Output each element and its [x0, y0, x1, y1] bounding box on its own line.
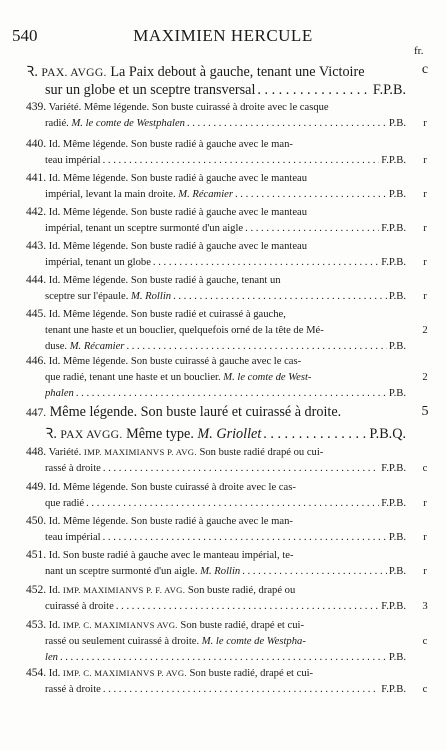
entry-line — [26, 101, 406, 113]
entry-line — [45, 155, 406, 166]
collection-name: M. Griollet — [197, 425, 262, 442]
entry-text — [45, 341, 124, 352]
entry-text — [45, 189, 233, 200]
entry-number: 453. — [26, 619, 47, 631]
entry-text-part: Son buste radié drapé ou cui- — [196, 447, 324, 458]
entry-number: 449. — [26, 481, 47, 493]
entry-text — [26, 206, 307, 218]
entry-line — [26, 515, 406, 527]
entry-text — [45, 463, 101, 474]
entry-text-part: sceptre sur l'épaule. — [45, 290, 132, 302]
entry-text — [45, 601, 114, 612]
source-abbreviation: F.P.B. — [381, 462, 406, 474]
coin-legend: IMP. C. MAXIMIANVS AVG. — [62, 620, 178, 630]
entry-text — [26, 619, 304, 631]
entry-text-part: Id. Même légende. Son buste radié et cuirassé à gauche, — [46, 309, 286, 320]
entry-line — [26, 355, 406, 367]
entry-text-part: rassé ou seulement cuirassé à droite. — [45, 635, 202, 647]
rarity-value: 5 — [421, 404, 429, 419]
entry-text — [26, 240, 307, 252]
entry-text-part: Variété. — [46, 447, 84, 458]
source-abbreviation: P.B. — [388, 388, 406, 399]
dot-leader — [103, 463, 379, 474]
entry-number: 445. — [26, 308, 47, 320]
entry-text — [45, 532, 101, 543]
entry-line — [26, 619, 406, 631]
entry-line — [26, 584, 406, 596]
entry-text — [26, 62, 365, 81]
entry-text-part: Même type. — [122, 425, 198, 442]
entry-line — [45, 372, 406, 383]
source-abbreviation: F.P.B. — [381, 600, 406, 612]
entry-text-part: Id. Même légende. Son buste cuirassé à droite avec le cas- — [46, 482, 296, 493]
entry-line — [26, 172, 406, 184]
entry-text — [45, 118, 185, 129]
entry-text-part: sur un globe et un sceptre transversal — [45, 81, 256, 98]
source-abbreviation: P.B. — [388, 117, 406, 129]
entry-text-part: Id. Même légende. Son buste radié à gauche avec le manteau — [46, 207, 308, 218]
source-abbreviation: P.B. — [388, 188, 406, 200]
entry-text-part: Id. — [46, 668, 63, 679]
page-number: 540 — [12, 26, 38, 45]
entry-text — [26, 138, 293, 150]
entry-text-part: que radié, tenant une haste et un bouclier. — [45, 371, 224, 383]
entry-line — [26, 62, 406, 81]
entry-text — [45, 652, 58, 663]
entry-text — [26, 549, 294, 561]
entry-text — [45, 257, 151, 268]
source-abbreviation: P.B. — [388, 652, 406, 663]
entry-line — [26, 549, 406, 561]
entry-text-part: La Paix debout à gauche, tenant une Victoire — [106, 64, 365, 80]
source-abbreviation: F.P.B. — [381, 683, 406, 695]
dot-leader — [126, 341, 386, 352]
rarity-value: 2 — [422, 324, 428, 336]
rarity-value: r — [423, 117, 427, 129]
entry-line — [45, 566, 406, 577]
entry-text — [26, 584, 295, 596]
entry-text-part: impérial, tenant un sceptre surmonté d'un aigle — [45, 222, 244, 234]
coin-legend: PAX. AVGG. — [41, 66, 107, 79]
entry-line — [26, 308, 406, 320]
entry-text-part: radié. — [45, 117, 72, 129]
entry-number: 444. — [26, 274, 47, 286]
entry-line — [26, 274, 406, 286]
entry-number: 442. — [26, 206, 47, 218]
entry-line — [45, 532, 406, 543]
rarity-value: r — [423, 497, 427, 509]
entry-number: 450. — [26, 515, 47, 527]
entry-text — [26, 481, 296, 493]
entry-line — [45, 388, 406, 399]
coin-legend: PAX AVGG. — [60, 427, 123, 441]
rarity-value: c — [422, 635, 428, 647]
rarity-value: r — [423, 256, 427, 268]
rarity-value: 2 — [422, 371, 428, 383]
collection-name: phalen — [45, 388, 74, 399]
dot-leader — [245, 223, 379, 234]
dot-leader — [116, 601, 379, 612]
entry-text-part: rassé à droite — [45, 683, 101, 695]
entry-number: 441. — [26, 172, 47, 184]
coin-legend: IMP. MAXIMIANVS P. AVG. — [83, 447, 197, 457]
collection-name: M. Rollin — [200, 565, 241, 577]
source-abbreviation: P.B. — [388, 531, 406, 543]
entry-line — [26, 206, 406, 218]
entry-line — [45, 424, 406, 443]
entry-text — [26, 515, 293, 527]
entry-number: 439. — [26, 101, 47, 113]
entry-text-part: Id. Même légende. Son buste radié à gauche, tenant un — [46, 275, 281, 286]
collection-name: M. Récamier — [69, 341, 125, 352]
source-abbreviation: F.P.B. — [381, 256, 406, 268]
rarity-column-heading: fr. — [414, 45, 424, 57]
dot-leader — [103, 155, 380, 166]
dot-leader — [263, 426, 367, 443]
entry-text — [26, 355, 301, 367]
entry-text — [45, 498, 84, 509]
dot-leader — [103, 684, 379, 695]
entry-text-part: Son buste radié, drapé ou — [185, 585, 296, 596]
rarity-value: r — [423, 222, 427, 234]
entry-line — [45, 498, 406, 509]
entry-text — [45, 82, 255, 99]
dot-leader — [235, 189, 387, 200]
entry-text-part: Id. — [46, 585, 63, 596]
rarity-value: c — [421, 62, 429, 77]
entry-number: 443. — [26, 240, 47, 252]
source-abbreviation: F.P.B. — [372, 81, 406, 98]
entry-number: 448. — [26, 446, 47, 458]
entry-text — [26, 274, 281, 286]
rarity-value: 3 — [422, 600, 428, 612]
entry-text — [26, 308, 286, 320]
entry-text — [45, 424, 261, 443]
entry-text-part: Id. Son buste radié à gauche avec le manteau impérial, te- — [46, 550, 294, 561]
collection-name: M. Récamier — [178, 188, 233, 200]
entry-text — [45, 155, 101, 166]
entry-text-part: Id. Même légende. Son buste radié à gauche avec le manteau — [46, 241, 308, 252]
entry-line — [45, 601, 406, 612]
entry-text — [45, 325, 324, 336]
rarity-value: r — [423, 290, 427, 302]
entry-number: 447. — [26, 407, 47, 419]
entry-text-part: impérial, levant la main droite. — [45, 188, 179, 200]
entry-number: 452. — [26, 584, 47, 596]
entry-number: 451. — [26, 549, 47, 561]
entry-text — [45, 566, 240, 577]
rarity-value: r — [423, 188, 427, 200]
entry-text-part: cuirassé à droite — [45, 600, 114, 612]
collection-name: M. Rollin — [131, 290, 172, 302]
entry-text — [26, 404, 341, 421]
coin-legend: IMP. MAXIMIANVS P. F. AVG. — [62, 585, 186, 595]
dot-leader — [257, 82, 370, 99]
source-abbreviation: F.P.B. — [381, 154, 406, 166]
entry-line — [26, 240, 406, 252]
entry-line — [26, 446, 406, 458]
collection-name: len — [45, 652, 58, 663]
dot-leader — [242, 566, 387, 577]
entry-text-part: Id. — [46, 620, 63, 631]
entry-text-part: Id. Même légende. Son buste radié à gauche avec le man- — [46, 139, 293, 150]
entry-line — [45, 652, 406, 663]
entry-line — [45, 189, 406, 200]
entry-text — [45, 372, 311, 383]
entry-text-part: Son buste radié, drapé et cui- — [177, 620, 304, 631]
rarity-value: r — [423, 565, 427, 577]
entry-text-part: Id. Même légende. Son buste radié à gauche avec le man- — [46, 516, 293, 527]
entry-line — [26, 481, 406, 493]
entry-text — [45, 388, 74, 399]
dot-leader — [103, 532, 387, 543]
source-abbreviation: F.P.B. — [381, 497, 406, 509]
entry-text-part: que radié — [45, 497, 85, 509]
dot-leader — [187, 118, 387, 129]
entry-text — [45, 291, 171, 302]
entry-text — [45, 223, 243, 234]
entry-text-part: Ꝛ. — [26, 64, 42, 80]
dot-leader — [173, 291, 387, 302]
entry-line — [26, 404, 406, 421]
dot-leader — [60, 652, 387, 663]
collection-name: M. le comte de Westpha- — [201, 635, 306, 647]
entry-text-part: Ꝛ. — [45, 425, 61, 442]
entry-line — [45, 118, 406, 129]
entry-line — [45, 325, 406, 336]
dot-leader — [76, 388, 387, 399]
source-abbreviation: P.B.Q. — [369, 425, 406, 442]
entry-text — [45, 636, 306, 647]
rarity-value: r — [423, 531, 427, 543]
entry-line — [26, 667, 406, 679]
entry-text — [26, 101, 329, 113]
coin-legend: IMP. C. MAXIMIANVS P. AVG. — [62, 668, 187, 678]
entry-line — [45, 636, 406, 647]
entry-number: 446. — [26, 355, 47, 367]
dot-leader — [86, 498, 379, 509]
entry-text-part: Id. Même légende. Son buste cuirassé à gauche avec le cas- — [46, 356, 302, 367]
entry-text-part: rassé à droite — [45, 462, 101, 474]
entry-number: 440. — [26, 138, 47, 150]
entry-line — [45, 341, 406, 352]
entry-text-part: duse. — [45, 341, 70, 352]
entry-text-part: Même légende. Son buste lauré et cuirassé à droite. — [46, 404, 342, 420]
dot-leader — [153, 257, 379, 268]
entry-text — [26, 172, 307, 184]
source-abbreviation: P.B. — [388, 290, 406, 302]
entry-line — [26, 138, 406, 150]
entry-line — [45, 257, 406, 268]
rarity-value: c — [422, 683, 428, 695]
entry-line — [45, 684, 406, 695]
entry-text-part: teau impérial — [45, 154, 101, 166]
entry-line — [45, 82, 406, 99]
entry-text — [26, 446, 323, 458]
entry-number: 454. — [26, 667, 47, 679]
entry-text-part: impérial, tenant un globe — [45, 256, 151, 268]
entry-text-part: Variété. Même légende. Son buste cuirassé à droite avec le casque — [46, 102, 329, 113]
entry-text — [26, 667, 313, 679]
source-abbreviation: F.P.B. — [381, 222, 406, 234]
source-abbreviation: P.B. — [388, 565, 406, 577]
entry-line — [45, 463, 406, 474]
running-title: MAXIMIEN HERCULE — [133, 26, 313, 45]
entry-text-part: nant un sceptre surmonté d'un aigle. — [45, 565, 201, 577]
entry-text-part: teau impérial — [45, 531, 101, 543]
entry-text — [45, 684, 101, 695]
entry-text-part: tenant une haste et un bouclier, quelquefois orné de la tête de Mé- — [45, 324, 324, 336]
entry-text-part: Id. Même légende. Son buste radié à gauche avec le manteau — [46, 173, 308, 184]
rarity-value: c — [422, 462, 428, 474]
rarity-value: r — [423, 154, 427, 166]
entry-text-part: Son buste radié, drapé et cui- — [186, 668, 314, 679]
entry-line — [45, 223, 406, 234]
entry-line — [45, 291, 406, 302]
collection-name: M. le comte de West- — [223, 371, 312, 383]
source-abbreviation: P.B. — [388, 341, 406, 352]
collection-name: M. le comte de Westphalen — [71, 117, 185, 129]
